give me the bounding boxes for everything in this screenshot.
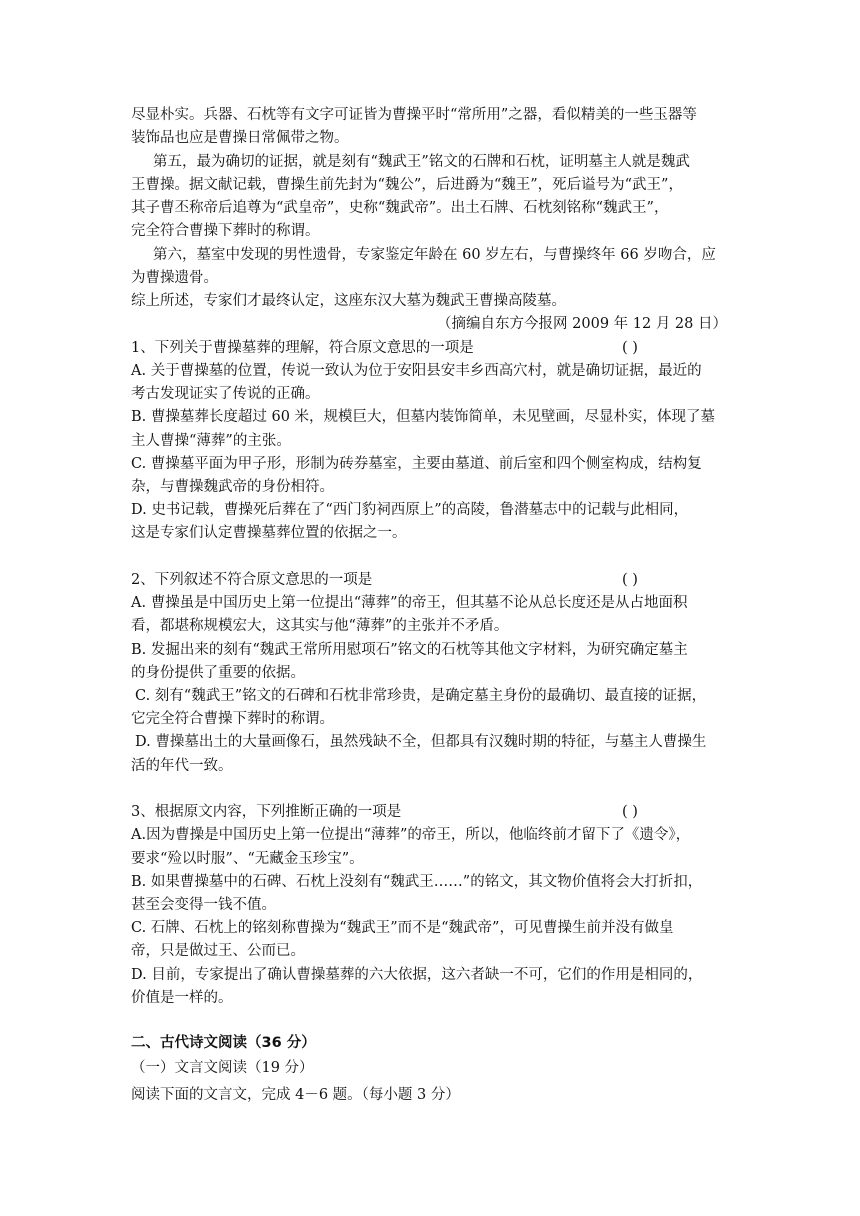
conclusion-line: 综上所述，专家们才最终认定，这座东汉大墓为魏武王曹操高陵墓。 bbox=[131, 293, 566, 309]
paragraph-sixth-evidence: 第六，墓室中发现的男性遗骨，专家鉴定年龄在 60 岁左右，与曹操终年 66 岁吻合，应 bbox=[153, 247, 716, 263]
text-line: 价值是一样的。 bbox=[131, 990, 233, 1006]
option-b: B. 曹操墓葬长度超过 60 米，规模巨大，但墓内装饰简单，未见壁画，尽显朴实，体现了墓 bbox=[131, 409, 716, 425]
option-b: B. 如果曹操墓中的石碑、石枕上没刻有“魏武王……”的铭文，其文物价值将会大打折扣， bbox=[131, 874, 703, 890]
option-c: C. 曹操墓平面为甲子形，形制为砖券墓室，主要由墓道、前后室和四个侧室构成，结构复 bbox=[131, 456, 702, 472]
text-line: 这是专家们认定曹操墓葬位置的依据之一。 bbox=[131, 525, 407, 541]
text-line: 的身份提供了重要的依据。 bbox=[131, 665, 305, 681]
text-line: 考古发现证实了传说的正确。 bbox=[131, 386, 320, 402]
text-line: 王曹操。据文献记载，曹操生前先封为“魏公”，后进爵为“魏王”，死后谥号为“武王”， bbox=[131, 177, 683, 193]
instruction-line: 阅读下面的文言文，完成 4－6 题。（每小题 3 分） bbox=[131, 1087, 460, 1103]
text-line: 完全符合曹操下葬时的称谓。 bbox=[131, 223, 320, 239]
text-line: 看，都堪称规模宏大，这其实与他“薄葬”的主张并不矛盾。 bbox=[131, 618, 509, 634]
text-line: 为曹操遗骨。 bbox=[131, 270, 218, 286]
option-d: D. 目前，专家提出了确认曹操墓葬的六大依据，这六者缺一不可，它们的作用是相同的， bbox=[131, 967, 703, 983]
text-line: 杂，与曹操魏武帝的身份相符。 bbox=[131, 479, 334, 495]
text-line: 甚至会变得一钱不值。 bbox=[131, 897, 276, 913]
question-1: 1、下列关于曹操墓葬的理解，符合原文意思的一项是 bbox=[131, 340, 474, 356]
question-2: 2、下列叙述不符合原文意思的一项是 bbox=[131, 572, 373, 588]
subsection-heading: （一）文言文阅读（19 分） bbox=[131, 1060, 314, 1076]
section-heading: 二、古代诗文阅读（36 分） bbox=[131, 1035, 316, 1051]
answer-parentheses: ( ) bbox=[622, 340, 638, 356]
option-a: A. 关于曹操墓的位置，传说一致认为位于安阳县安丰乡西高穴村，就是确切证据，最近的 bbox=[131, 363, 702, 379]
text-line: 主人曹操“薄葬”的主张。 bbox=[131, 433, 291, 449]
text-line: 它完全符合曹操下葬时的称谓。 bbox=[131, 711, 334, 727]
option-d: D. 曹操墓出土的大量画像石，虽然残缺不全，但都具有汉魏时期的特征，与墓主人曹操生 bbox=[135, 734, 707, 750]
text-line: 其子曹丕称帝后追尊为“武皇帝”，史称“魏武帝”。出土石牌、石枕刻铭称“魏武王”， bbox=[131, 200, 669, 216]
answer-parentheses: ( ) bbox=[622, 804, 638, 820]
source-citation: （摘编自东方今报网 2009 年 12 月 28 日） bbox=[437, 316, 727, 332]
option-a: A. 曹操虽是中国历史上第一位提出“薄葬”的帝王，但其墓不论从总长度还是从占地面积 bbox=[131, 595, 688, 611]
paragraph-fifth-evidence: 第五，最为确切的证据，就是刻有“魏武王”铭文的石牌和石枕，证明墓主人就是魏武 bbox=[153, 154, 690, 170]
option-d: D. 史书记载，曹操死后葬在了“西门豹祠西原上”的高陵，鲁潜墓志中的记载与此相同， bbox=[131, 502, 689, 518]
option-b: B. 发掘出来的刻有“魏武王常所用慰项石”铭文的石枕等其他文字材料，为研究确定墓主 bbox=[131, 642, 688, 658]
answer-parentheses: ( ) bbox=[622, 572, 638, 588]
question-3: 3、根据原文内容，下列推断正确的一项是 bbox=[131, 804, 402, 820]
option-a: A.因为曹操是中国历史上第一位提出“薄葬”的帝王，所以，他临终前才留下了《遗令》， bbox=[131, 827, 691, 843]
text-line: 活的年代一致。 bbox=[131, 758, 233, 774]
text-line: 装饰品也应是曹操日常佩带之物。 bbox=[131, 130, 349, 146]
text-line: 要求“殓以时服”、“无藏金玉珍宝”。 bbox=[131, 851, 364, 867]
text-line: 帝，只是做过王、公而已。 bbox=[131, 943, 305, 959]
option-c: C. 石牌、石枕上的铭刻称曹操为“魏武王”而不是“魏武帝”，可见曹操生前并没有做皇 bbox=[131, 920, 674, 936]
text-line: 尽显朴实。兵器、石枕等有文字可证皆为曹操平时“常所用”之器，看似精美的一些玉器等 bbox=[131, 107, 697, 123]
option-c: C. 刻有“魏武王”铭文的石碑和石枕非常珍贵，是确定墓主身份的最确切、最直接的证据， bbox=[135, 688, 707, 704]
